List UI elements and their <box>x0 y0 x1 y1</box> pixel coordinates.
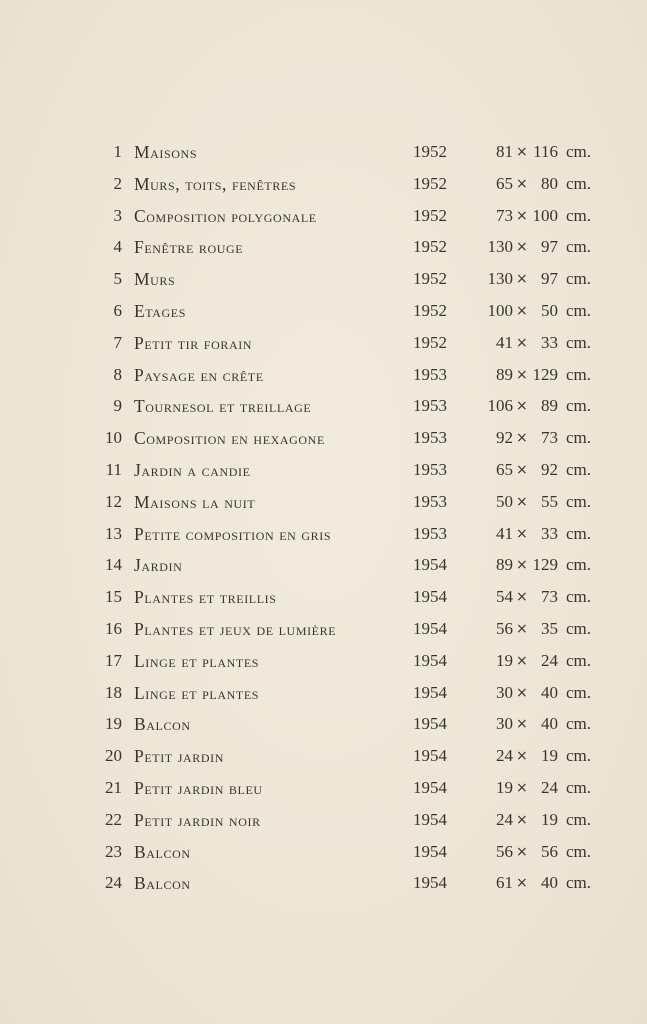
item-height: 92 <box>541 459 558 479</box>
unit-label: cm. <box>566 396 592 416</box>
list-item <box>0 392 647 424</box>
item-number: 6 <box>113 300 122 320</box>
item-year: 1953 <box>413 523 447 543</box>
item-width: 81 <box>496 142 513 161</box>
times-sign: × <box>516 875 528 892</box>
item-title: Paysage en crête <box>134 364 264 385</box>
item-year: 1954 <box>413 650 447 670</box>
item-number: 10 <box>105 428 122 448</box>
times-sign: × <box>516 239 528 256</box>
item-width: 130 <box>487 237 513 257</box>
item-number: 23 <box>105 841 122 861</box>
item-number: 16 <box>105 618 122 638</box>
item-width: 130 <box>487 269 513 289</box>
item-year: 1952 <box>413 332 447 352</box>
item-title: Fenêtre rouge <box>134 237 244 258</box>
item-year: 1953 <box>413 459 447 479</box>
item-height: 97 <box>541 237 558 257</box>
list-item <box>0 869 647 901</box>
unit-label: cm. <box>566 523 592 543</box>
times-sign: × <box>516 716 528 733</box>
item-height: 73 <box>541 587 558 607</box>
item-width: 100 <box>487 300 513 320</box>
item-width: 41 <box>496 523 513 543</box>
item-number: 15 <box>105 587 122 607</box>
times-sign: × <box>516 175 528 192</box>
item-height: 129 <box>532 555 558 575</box>
list-item <box>0 170 647 202</box>
times-sign: × <box>516 398 528 415</box>
item-number: 24 <box>105 873 122 893</box>
item-title: Murs <box>134 269 176 290</box>
list-item <box>0 551 647 583</box>
times-sign: × <box>516 461 528 478</box>
unit-label: cm. <box>566 841 592 861</box>
item-height: 89 <box>541 396 558 416</box>
times-sign: × <box>516 620 528 637</box>
times-sign: × <box>516 843 528 860</box>
item-width: 65 <box>496 173 513 193</box>
item-height: 40 <box>541 682 558 702</box>
times-sign: × <box>516 430 528 447</box>
item-year: 1954 <box>413 714 447 734</box>
item-year: 1953 <box>413 491 447 511</box>
item-number: 4 <box>113 237 122 257</box>
item-title: Petit tir forain <box>134 332 253 353</box>
item-title: Composition polygonale <box>134 205 317 226</box>
item-height: 24 <box>541 650 558 670</box>
list-item <box>0 202 647 234</box>
item-year: 1952 <box>413 237 447 257</box>
item-number: 5 <box>113 269 122 289</box>
unit-label: cm. <box>566 777 592 797</box>
unit-label: cm. <box>566 237 592 257</box>
item-title: Petite composition en gris <box>134 523 332 544</box>
item-width: 92 <box>496 428 513 448</box>
item-year: 1954 <box>413 777 447 797</box>
list-item <box>0 488 647 520</box>
item-title: Maisons la nuit <box>134 491 256 512</box>
item-width: 61 <box>496 873 513 893</box>
item-width: 56 <box>496 618 513 638</box>
list-item <box>0 615 647 647</box>
item-year: 1952 <box>413 205 447 225</box>
item-number: 22 <box>105 809 122 829</box>
item-year: 1954 <box>413 841 447 861</box>
item-number: 8 <box>113 364 122 384</box>
item-title: Balcon <box>134 841 191 862</box>
item-height: 24 <box>541 777 558 797</box>
item-title: Linge et plantes <box>134 650 260 671</box>
item-height: 100 <box>532 205 558 225</box>
item-width: 19 <box>496 650 513 670</box>
item-width: 24 <box>496 809 513 829</box>
item-width: 54 <box>496 587 513 607</box>
unit-label: cm. <box>566 873 592 893</box>
item-number: 20 <box>105 746 122 766</box>
item-number: 17 <box>105 650 122 670</box>
item-year: 1954 <box>413 746 447 766</box>
unit-label: cm. <box>566 300 592 320</box>
unit-label: cm. <box>566 809 592 829</box>
artwork-list <box>0 138 647 901</box>
item-year: 1954 <box>413 555 447 575</box>
item-number: 11 <box>105 459 122 479</box>
list-item <box>0 742 647 774</box>
item-title: Etages <box>134 300 186 321</box>
item-height: 19 <box>541 809 558 829</box>
unit-label: cm. <box>566 173 592 193</box>
item-year: 1954 <box>413 873 447 893</box>
item-number: 2 <box>113 173 122 193</box>
item-number: 7 <box>113 332 122 352</box>
item-width: 89 <box>496 364 513 384</box>
item-year: 1953 <box>413 396 447 416</box>
item-width: 41 <box>496 332 513 352</box>
list-item <box>0 774 647 806</box>
item-year: 1952 <box>413 173 447 193</box>
item-height: 55 <box>541 491 558 511</box>
item-height: 116 <box>533 142 558 161</box>
item-height: 35 <box>541 618 558 638</box>
times-sign: × <box>516 652 528 669</box>
list-item <box>0 138 647 170</box>
list-item <box>0 520 647 552</box>
item-title: Balcon <box>134 714 191 735</box>
item-title: Tournesol et treillage <box>134 396 312 417</box>
item-title: Balcon <box>134 873 191 894</box>
item-height: 56 <box>541 841 558 861</box>
item-height: 40 <box>541 714 558 734</box>
item-height: 73 <box>541 428 558 448</box>
item-title: Jardin a candie <box>134 459 251 480</box>
item-number: 13 <box>105 523 122 543</box>
item-number: 1 <box>113 142 122 161</box>
list-item <box>0 583 647 615</box>
item-width: 89 <box>496 555 513 575</box>
list-item <box>0 265 647 297</box>
list-item <box>0 329 647 361</box>
unit-label: cm. <box>566 428 592 448</box>
item-width: 56 <box>496 841 513 861</box>
unit-label: cm. <box>566 587 592 607</box>
times-sign: × <box>516 811 528 828</box>
item-year: 1953 <box>413 364 447 384</box>
item-width: 65 <box>496 459 513 479</box>
list-item <box>0 838 647 870</box>
times-sign: × <box>516 589 528 606</box>
item-number: 12 <box>105 491 122 511</box>
item-title: Petit jardin bleu <box>134 777 263 798</box>
unit-label: cm. <box>566 746 592 766</box>
item-height: 19 <box>541 746 558 766</box>
item-width: 24 <box>496 746 513 766</box>
list-item <box>0 679 647 711</box>
item-height: 50 <box>541 300 558 320</box>
item-title: Composition en hexagone <box>134 428 325 449</box>
times-sign: × <box>516 144 528 160</box>
list-item <box>0 361 647 393</box>
item-height: 33 <box>541 332 558 352</box>
times-sign: × <box>516 207 528 224</box>
unit-label: cm. <box>566 142 592 161</box>
times-sign: × <box>516 302 528 319</box>
item-title: Plantes et treillis <box>134 587 277 608</box>
unit-label: cm. <box>566 618 592 638</box>
times-sign: × <box>516 684 528 701</box>
unit-label: cm. <box>566 714 592 734</box>
item-number: 19 <box>105 714 122 734</box>
times-sign: × <box>516 493 528 510</box>
list-item <box>0 424 647 456</box>
times-sign: × <box>516 779 528 796</box>
item-width: 73 <box>496 205 513 225</box>
item-year: 1954 <box>413 587 447 607</box>
list-item <box>0 233 647 265</box>
item-title: Petit jardin <box>134 746 224 767</box>
times-sign: × <box>516 366 528 383</box>
item-number: 3 <box>113 205 122 225</box>
item-width: 50 <box>496 491 513 511</box>
unit-label: cm. <box>566 459 592 479</box>
times-sign: × <box>516 334 528 351</box>
list-item <box>0 710 647 742</box>
item-width: 30 <box>496 714 513 734</box>
item-year: 1954 <box>413 809 447 829</box>
item-width: 30 <box>496 682 513 702</box>
item-year: 1953 <box>413 428 447 448</box>
item-year: 1952 <box>413 300 447 320</box>
item-height: 33 <box>541 523 558 543</box>
list-item <box>0 806 647 838</box>
item-height: 129 <box>532 364 558 384</box>
list-item <box>0 297 647 329</box>
item-title: Maisons <box>134 142 198 162</box>
item-year: 1952 <box>413 142 447 161</box>
list-item <box>0 647 647 679</box>
unit-label: cm. <box>566 650 592 670</box>
item-title: Petit jardin noir <box>134 809 261 830</box>
unit-label: cm. <box>566 491 592 511</box>
unit-label: cm. <box>566 555 592 575</box>
item-number: 18 <box>105 682 122 702</box>
item-year: 1954 <box>413 682 447 702</box>
item-number: 21 <box>105 777 122 797</box>
list-item <box>0 456 647 488</box>
item-width: 106 <box>487 396 513 416</box>
unit-label: cm. <box>566 269 592 289</box>
times-sign: × <box>516 557 528 574</box>
item-width: 19 <box>496 777 513 797</box>
times-sign: × <box>516 748 528 765</box>
unit-label: cm. <box>566 364 592 384</box>
times-sign: × <box>516 271 528 288</box>
unit-label: cm. <box>566 205 592 225</box>
item-title: Plantes et jeux de lumière <box>134 618 337 639</box>
item-number: 9 <box>113 396 122 416</box>
item-title: Jardin <box>134 555 183 576</box>
item-height: 40 <box>541 873 558 893</box>
item-title: Linge et plantes <box>134 682 260 703</box>
item-title: Murs, toits, fenêtres <box>134 173 297 194</box>
unit-label: cm. <box>566 332 592 352</box>
unit-label: cm. <box>566 682 592 702</box>
times-sign: × <box>516 525 528 542</box>
item-year: 1954 <box>413 618 447 638</box>
item-year: 1952 <box>413 269 447 289</box>
item-height: 80 <box>541 173 558 193</box>
item-height: 97 <box>541 269 558 289</box>
item-number: 14 <box>105 555 122 575</box>
